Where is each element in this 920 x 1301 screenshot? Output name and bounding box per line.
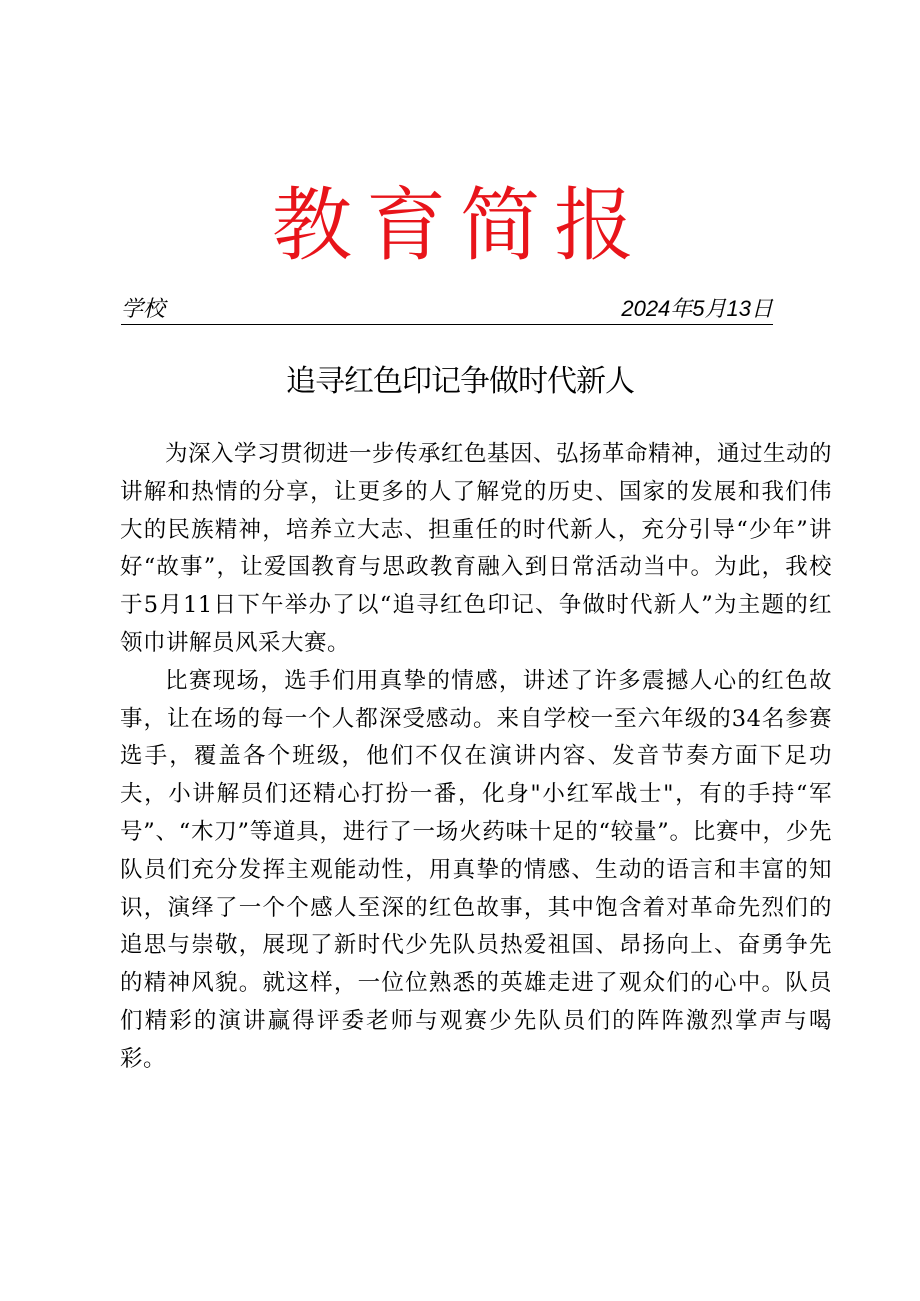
issue-date: 2024年5月13日 (621, 296, 773, 321)
article-body (120, 436, 832, 1079)
info-line (121, 294, 773, 325)
masthead-title: 教育简报 (272, 179, 648, 272)
school-label: 学校 (121, 296, 166, 321)
article-title: 追寻红色印记争做时代新人 (286, 364, 634, 399)
article-paragraph-2: 比赛现场，选手们用真挚的情感，讲述了许多震撼人心的红色故事，让在场的每一个人都深受感动。来自学校一至六年级的34名参赛选手，覆盖各个班级，他们不仅在演讲内容、发音节奏方面下足功夫，小讲解员们还精心打扮一番，化身"小红军战士"，有的手持“军号”、“木刀”等道具，进行了一场火药味十足的“较量”。比赛中，少先队员们充分发挥主观能动性，用真挚的情感、生动的语言和丰富的知识，演绎了一个个感人至深的红色故事，其中饱含着对革命先烈们的追思与崇敬，展现了新时代少先队员热爱祖国、昂扬向上、奋勇争先的精神风貌。就这样，一位位熟悉的英雄走进了观众们的心中。队员们精彩的演讲赢得评委老师与观赛少先队员们的阵阵激烈掌声与喝彩。 (120, 667, 832, 1072)
article-paragraph-1: 为深入学习贯彻进一步传承红色基因、弘扬革命精神，通过生动的讲解和热情的分享，让更多的人了解党的历史、国家的发展和我们伟大的民族精神，培养立大志、担重任的时代新人，充分引导“少年”讲好“故事”，让爱国教育与思政教育融入到日常活动当中。为此，我校于5月11日下午举办了以“追寻红色印记、争做时代新人”为主题的红领巾讲解员风采大赛。 (120, 441, 833, 656)
